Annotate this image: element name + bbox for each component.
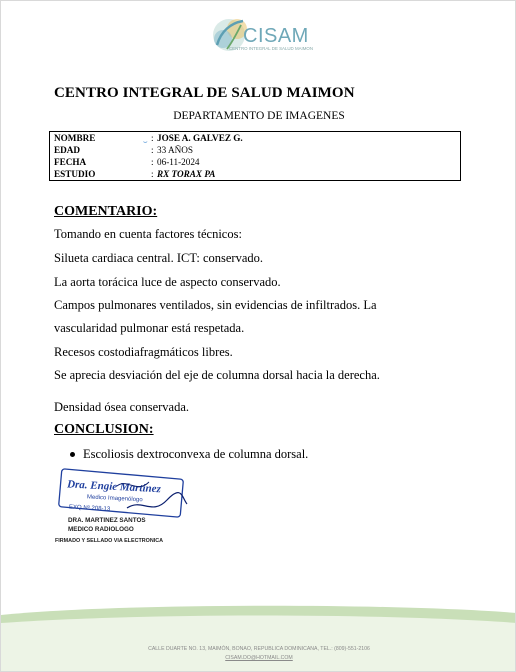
doctor-title: MEDICO RADIOLOGO [68,526,134,533]
footer-wave [1,601,516,672]
edit-mark-icon: ⌣ [143,138,148,146]
report-title: CENTRO INTEGRAL DE SALUD MAIMON [54,85,355,101]
field-separator: : [151,157,154,167]
field-value: 06-11-2024 [157,157,200,167]
field-label: EDAD [54,145,81,155]
footer-email-link[interactable]: CISAM.DO@HOTMAIL.COM [225,655,293,661]
comment-line: Tomando en cuenta factores técnicos: [54,227,242,241]
cisam-logo [207,11,317,59]
comment-line: Silueta cardiaca central. ICT: conservado. [54,251,264,265]
doctor-name: DRA. MARTINEZ SANTOS [68,517,146,524]
comment-line: Densidad ósea conservada. [54,400,190,414]
comment-line: Recesos costodiafragmáticos libres. [54,345,233,359]
field-label: NOMBRE [54,133,96,143]
field-separator: : [151,145,154,155]
stamp-title-text: Medico Imagenólogo [86,494,143,504]
conclusion-heading: CONCLUSION: [54,422,154,437]
logo-tagline: CENTRO INTEGRAL DE SALUD MAIMON [229,46,314,51]
signature-note: FIRMADO Y SELLADO VIA ELECTRONICA [55,538,164,544]
patient-info-box [49,131,461,181]
field-value: RX TORAX PA [157,169,216,179]
field-label: ESTUDIO [54,169,96,179]
bullet-icon [70,452,75,457]
footer-email-line [1,655,516,661]
signature-stamp [57,468,192,518]
stamp-code-text: EXQ Nº 208-13 [68,504,111,513]
field-value: 33 AÑOS [157,145,193,155]
comment-line: vascularidad pulmonar está respetada. [54,321,245,335]
comment-line: La aorta torácica luce de aspecto conservado. [54,275,281,289]
field-value: JOSE A. GALVEZ G. [157,133,243,143]
stamp-graphic [57,468,192,518]
field-label: FECHA [54,157,87,167]
department-title: DEPARTAMENTO DE IMAGENES [173,110,345,122]
logo-brand-text: CISAM [243,25,309,47]
comment-line: Se aprecia desviación del eje de columna dorsal hacia la derecha. [54,368,380,382]
field-separator: : [151,133,154,143]
field-separator: : [151,169,154,179]
comment-heading: COMENTARIO: [54,204,158,219]
footer-address: CALLE DUARTE NO. 13, MAIMÓN, BONAO, REPUBLICA DOMINICANA, TEL.: (809)-551-2106 [148,646,370,652]
conclusion-item: Escoliosis dextroconvexa de columna dorsal. [83,447,309,461]
comment-line: Campos pulmonares ventilados, sin evidencias de infiltrados. La [54,298,377,312]
stamp-name-text: Dra. Engie Martinez [66,478,162,496]
